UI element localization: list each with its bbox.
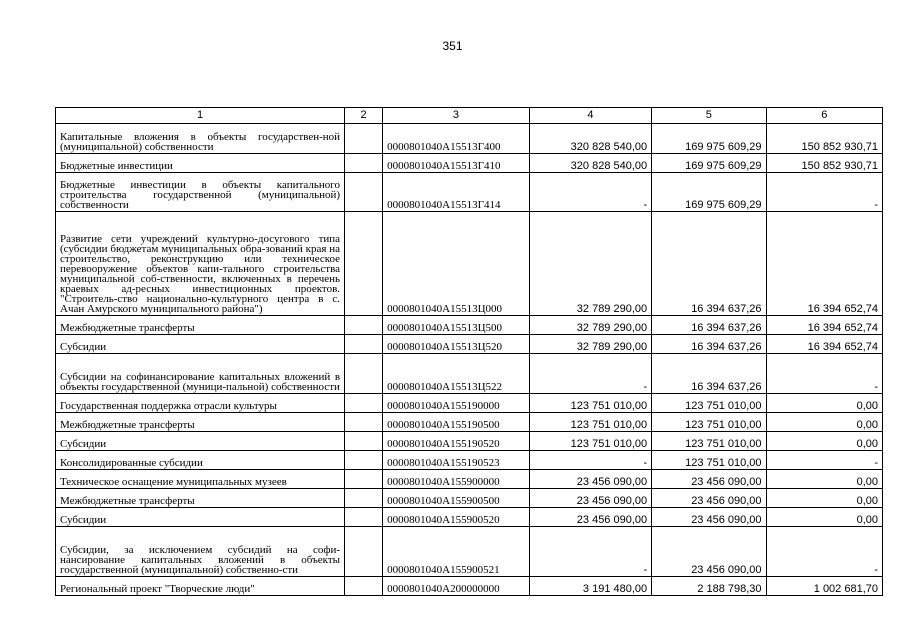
row-value-5: 23 456 090,00 [652, 527, 766, 577]
row-value-4: - [529, 354, 651, 394]
row-value-6: - [766, 451, 882, 470]
table-row [56, 173, 883, 212]
table-row [56, 451, 883, 470]
row-name: Бюджетные инвестиции [56, 154, 345, 173]
row-col2 [345, 212, 383, 316]
table-row [56, 124, 883, 154]
row-code: 0000801040А200000000 [383, 577, 530, 596]
row-value-4: 320 828 540,00 [529, 154, 651, 173]
column-header: 2 [345, 108, 383, 124]
column-header: 6 [766, 108, 882, 124]
row-value-4: 32 789 290,00 [529, 335, 651, 354]
row-value-6: - [766, 173, 882, 212]
column-header: 1 [56, 108, 345, 124]
row-value-5: 2 188 798,30 [652, 577, 766, 596]
row-name: Межбюджетные трансферты [56, 413, 345, 432]
budget-table [55, 107, 883, 596]
table-row [56, 316, 883, 335]
row-value-4: 23 456 090,00 [529, 470, 651, 489]
row-value-5: 23 456 090,00 [652, 508, 766, 527]
row-col2 [345, 508, 383, 527]
row-value-4: 123 751 010,00 [529, 394, 651, 413]
row-code: 0000801040А15513Г400 [383, 124, 530, 154]
column-header: 5 [652, 108, 766, 124]
row-value-5: 23 456 090,00 [652, 489, 766, 508]
column-header: 4 [529, 108, 651, 124]
row-value-5: 16 394 637,26 [652, 354, 766, 394]
row-value-5: 169 975 609,29 [652, 173, 766, 212]
row-name: Консолидированные субсидии [56, 451, 345, 470]
row-value-6: 16 394 652,74 [766, 335, 882, 354]
row-value-6: 0,00 [766, 432, 882, 451]
row-value-6: - [766, 527, 882, 577]
row-name: Межбюджетные трансферты [56, 489, 345, 508]
row-col2 [345, 316, 383, 335]
row-value-5: 16 394 637,26 [652, 212, 766, 316]
row-value-5: 169 975 609,29 [652, 154, 766, 173]
row-name: Субсидии [56, 508, 345, 527]
row-col2 [345, 432, 383, 451]
row-value-6: 150 852 930,71 [766, 154, 882, 173]
row-col2 [345, 470, 383, 489]
table-row [56, 508, 883, 527]
row-code: 0000801040А155900500 [383, 489, 530, 508]
row-name: Субсидии на софинансирование капитальных вложений в объекты государственной (муници-пальной) собственности [56, 354, 345, 394]
table-row [56, 154, 883, 173]
page-number: 351 [442, 39, 463, 53]
row-name: Техническое оснащение муниципальных музеев [56, 470, 345, 489]
row-value-6: 16 394 652,74 [766, 212, 882, 316]
row-code: 0000801040А155900000 [383, 470, 530, 489]
row-code: 0000801040А155190523 [383, 451, 530, 470]
row-name: Субсидии [56, 335, 345, 354]
row-value-5: 23 456 090,00 [652, 470, 766, 489]
table-row [56, 413, 883, 432]
table-row [56, 432, 883, 451]
column-header: 3 [383, 108, 530, 124]
row-value-4: 123 751 010,00 [529, 432, 651, 451]
row-col2 [345, 527, 383, 577]
row-code: 0000801040А155190520 [383, 432, 530, 451]
row-col2 [345, 489, 383, 508]
table-row [56, 470, 883, 489]
row-value-5: 123 751 010,00 [652, 394, 766, 413]
row-value-5: 16 394 637,26 [652, 316, 766, 335]
row-value-4: 23 456 090,00 [529, 508, 651, 527]
row-value-6: - [766, 354, 882, 394]
row-col2 [345, 394, 383, 413]
row-value-6: 1 002 681,70 [766, 577, 882, 596]
table-row [56, 212, 883, 316]
row-code: 0000801040А15513Ц522 [383, 354, 530, 394]
row-value-6: 0,00 [766, 394, 882, 413]
row-value-6: 0,00 [766, 489, 882, 508]
row-col2 [345, 354, 383, 394]
row-value-5: 169 975 609,29 [652, 124, 766, 154]
row-value-6: 0,00 [766, 470, 882, 489]
row-col2 [345, 124, 383, 154]
row-value-5: 123 751 010,00 [652, 451, 766, 470]
row-code: 0000801040А15513Г410 [383, 154, 530, 173]
row-code: 0000801040А155190000 [383, 394, 530, 413]
row-value-6: 16 394 652,74 [766, 316, 882, 335]
row-code: 0000801040А15513Ц520 [383, 335, 530, 354]
row-col2 [345, 451, 383, 470]
row-col2 [345, 154, 383, 173]
row-value-5: 16 394 637,26 [652, 335, 766, 354]
table-row [56, 527, 883, 577]
row-value-6: 0,00 [766, 413, 882, 432]
row-name: Развитие сети учреждений культурно-досугового типа (субсидии бюджетам муниципальных обра-зований края на строительство, реконструкцию или техническое перевооружение объектов капи-тального строительства муниципальной соб-ственности, включенных в перечень краевых ад-ресных инвестиционных проектов. "Строитель-ство национально-культурного центра в с. Ачан Амурского муниципального района") [56, 212, 345, 316]
row-code: 0000801040А15513Ц000 [383, 212, 530, 316]
row-value-4: 32 789 290,00 [529, 316, 651, 335]
row-value-5: 123 751 010,00 [652, 432, 766, 451]
row-code: 0000801040А155190500 [383, 413, 530, 432]
row-value-4: 23 456 090,00 [529, 489, 651, 508]
row-value-4: - [529, 527, 651, 577]
row-name: Государственная поддержка отрасли культуры [56, 394, 345, 413]
table-row [56, 354, 883, 394]
table-row [56, 489, 883, 508]
row-col2 [345, 577, 383, 596]
row-col2 [345, 335, 383, 354]
row-code: 0000801040А15513Ц500 [383, 316, 530, 335]
row-value-4: 320 828 540,00 [529, 124, 651, 154]
row-code: 0000801040А155900521 [383, 527, 530, 577]
row-name: Региональный проект "Творческие люди" [56, 577, 345, 596]
row-value-6: 0,00 [766, 508, 882, 527]
row-name: Капитальные вложения в объекты государствен-ной (муниципальной) собственности [56, 124, 345, 154]
row-col2 [345, 173, 383, 212]
table-row [56, 577, 883, 596]
row-code: 0000801040А15513Г414 [383, 173, 530, 212]
row-value-5: 123 751 010,00 [652, 413, 766, 432]
row-value-4: - [529, 173, 651, 212]
table-header-row [56, 108, 883, 124]
row-name: Межбюджетные трансферты [56, 316, 345, 335]
row-value-4: 3 191 480,00 [529, 577, 651, 596]
row-value-4: - [529, 451, 651, 470]
table-row [56, 394, 883, 413]
row-value-4: 32 789 290,00 [529, 212, 651, 316]
row-col2 [345, 413, 383, 432]
row-code: 0000801040А155900520 [383, 508, 530, 527]
row-name: Субсидии, за исключением субсидий на софи-нансирование капитальных вложений в объекты государственной (муниципальной) собственно-сти [56, 527, 345, 577]
row-value-6: 150 852 930,71 [766, 124, 882, 154]
row-value-4: 123 751 010,00 [529, 413, 651, 432]
row-name: Бюджетные инвестиции в объекты капитального строительства государственной (муниципальной) собственности [56, 173, 345, 212]
row-name: Субсидии [56, 432, 345, 451]
table-row [56, 335, 883, 354]
